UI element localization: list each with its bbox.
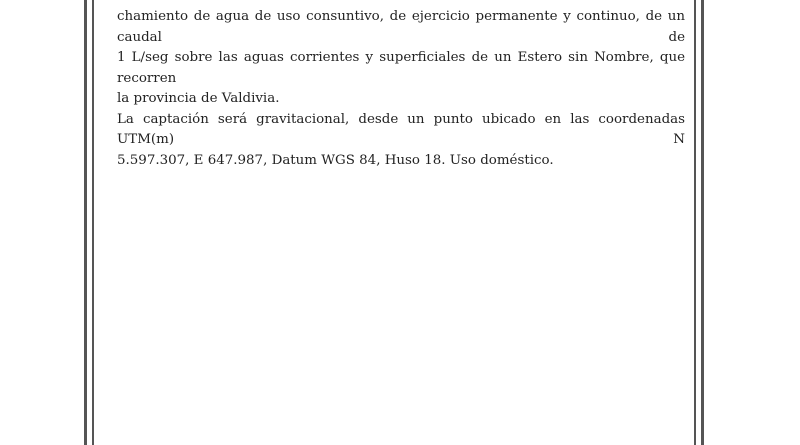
text-line: chamiento de agua de uso consuntivo, de ejercicio permanente y continuo, de un caudal de: [117, 9, 685, 45]
text-line: La captación será gravitacional, desde un punto ubicado en las coordenadas UTM(m) N: [117, 111, 685, 147]
text-line: 1 L/seg sobre las aguas corrientes y superficiales de un Estero sin Nombre, que recorren: [117, 50, 685, 86]
paragraph-capture-location: [117, 110, 685, 172]
text-line: la provincia de Valdivia.: [117, 91, 280, 106]
notice-body: [117, 7, 685, 171]
text-line: 5.597.307, E 647.987, Datum WGS 84, Huso 18. Uso doméstico.: [117, 152, 554, 168]
paragraph-water-rights: [117, 7, 685, 110]
